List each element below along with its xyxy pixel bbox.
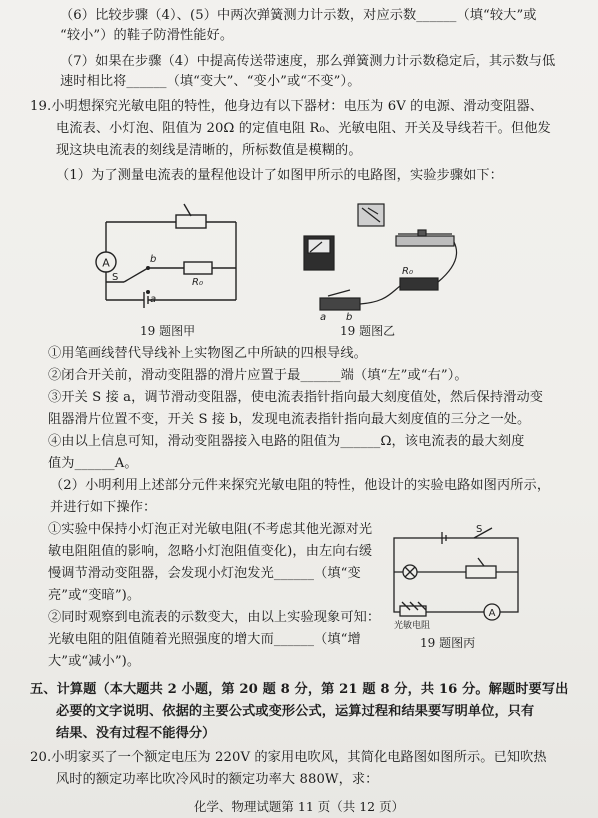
figure-19-yi xyxy=(290,198,470,322)
figure-19-bing xyxy=(388,520,528,632)
text-line: ①实验中保持小灯泡正对光敏电阻(不考虑其他光源对光 xyxy=(48,522,373,537)
figure-caption: 19 题图乙 xyxy=(340,324,396,338)
text-line: ④由以上信息可知，滑动变阻器接入电路的阻值为______Ω，该电流表的最大刻度 xyxy=(48,434,525,449)
switch-label: S xyxy=(112,272,119,283)
text-line: 风时的额定功率比吹冷风时的额定功率大 880W，求： xyxy=(56,772,379,787)
text-line: 慢调节滑动变阻器，会发现小灯泡发光______（填“变 xyxy=(48,566,361,581)
text-line: （2）小明利用上述部分元件来探究光敏电阻的特性，他设计的实验电路如图丙所示， xyxy=(50,478,551,493)
node-a-label: a xyxy=(320,312,327,322)
switch-label: S xyxy=(476,524,483,535)
page-footer: 化学、物理试题第 11 页（共 12 页） xyxy=(193,799,405,814)
section-heading: 五、计算题（本大题共 2 小题，第 20 题 8 分，第 21 题 8 分，共 16 分。解题时要写出 xyxy=(30,682,569,697)
resistor-label: R₀ xyxy=(402,266,413,277)
ldr-label: 光敏电阻 xyxy=(394,621,431,631)
text-line: ①用笔画线替代导线补上实物图乙中所缺的四根导线。 xyxy=(48,346,367,361)
text-line: ②闭合开关前，滑动变阻器的滑片应置于最______端（填“左”或“右”）。 xyxy=(48,368,468,383)
node-b-label: b xyxy=(150,254,157,265)
text-line: 阻器滑片位置不变，开关 S 接 b，发现电流表指针指向最大刻度值的三分之一处。 xyxy=(48,412,531,427)
node-a-label: a xyxy=(150,294,157,305)
text-line: ②同时观察到电流表的示数变大，由以上实验现象可知： xyxy=(48,610,381,625)
text-line: ③开关 S 接 a，调节滑动变阻器，使电流表指针指向最大刻度值处，然后保持滑动变 xyxy=(48,390,544,405)
text-line: “较小”）的鞋子防滑性能好。 xyxy=(60,28,234,43)
text-line: 19.小明想探究光敏电阻的特性，他身边有以下器材：电压为 6V 的电源、滑动变阻器、 xyxy=(30,99,544,114)
ammeter-label: A xyxy=(488,608,496,619)
text-line: 结果、没有过程不能得分） xyxy=(56,726,216,741)
figure-caption: 19 题图丙 xyxy=(420,636,476,650)
node-b-label: b xyxy=(346,312,353,322)
text-line: 光敏电阻的阻值随着光照强度的增大而______（填“增 xyxy=(48,632,361,647)
text-line: 值为______A。 xyxy=(48,456,138,471)
resistor-label: R₀ xyxy=(192,277,203,288)
text-line: 现这块电流表的刻线是清晰的，所标数值是模糊的。 xyxy=(56,143,362,158)
text-line: 亮”或“变暗”)。 xyxy=(48,588,141,603)
text-line: 必要的文字说明、依据的主要公式或变形公式，运算过程和结果要写明单位，只有 xyxy=(56,704,535,719)
text-line: 电流表、小灯泡、阻值为 20Ω 的定值电阻 R₀、光敏电阻、开关及导线若干。但他发 xyxy=(56,121,551,136)
ammeter-label: A xyxy=(102,256,110,270)
text-line: 20.小明家买了一个额定电压为 220V 的家用电吹风，其简化电路图如图所示。已知吹热 xyxy=(30,750,547,765)
text-line: （7）如果在步骤（4）中提高传送带速度，那么弹簧测力计示数稳定后，其示数与低 xyxy=(60,54,556,69)
text-line: 并进行如下操作： xyxy=(50,500,157,515)
figure-caption: 19 题图甲 xyxy=(140,324,196,338)
text-line: 大”或“减小”)。 xyxy=(48,654,141,669)
text-line: 敏电阻阻值的影响，忽略小灯泡阻值变化)，由左向右缓 xyxy=(48,544,373,559)
text-line: （6）比较步骤（4）、(5）中两次弹簧测力计示数，对应示数______（填“较大”或 xyxy=(60,8,537,23)
text-line: 速时相比将______（填“变大”、“变小”或“不变”）。 xyxy=(60,74,361,89)
text-line: （1）为了测量电流表的量程他设计了如图甲所示的电路图，实验步骤如下： xyxy=(56,168,503,183)
figure-19-jia xyxy=(84,198,254,316)
